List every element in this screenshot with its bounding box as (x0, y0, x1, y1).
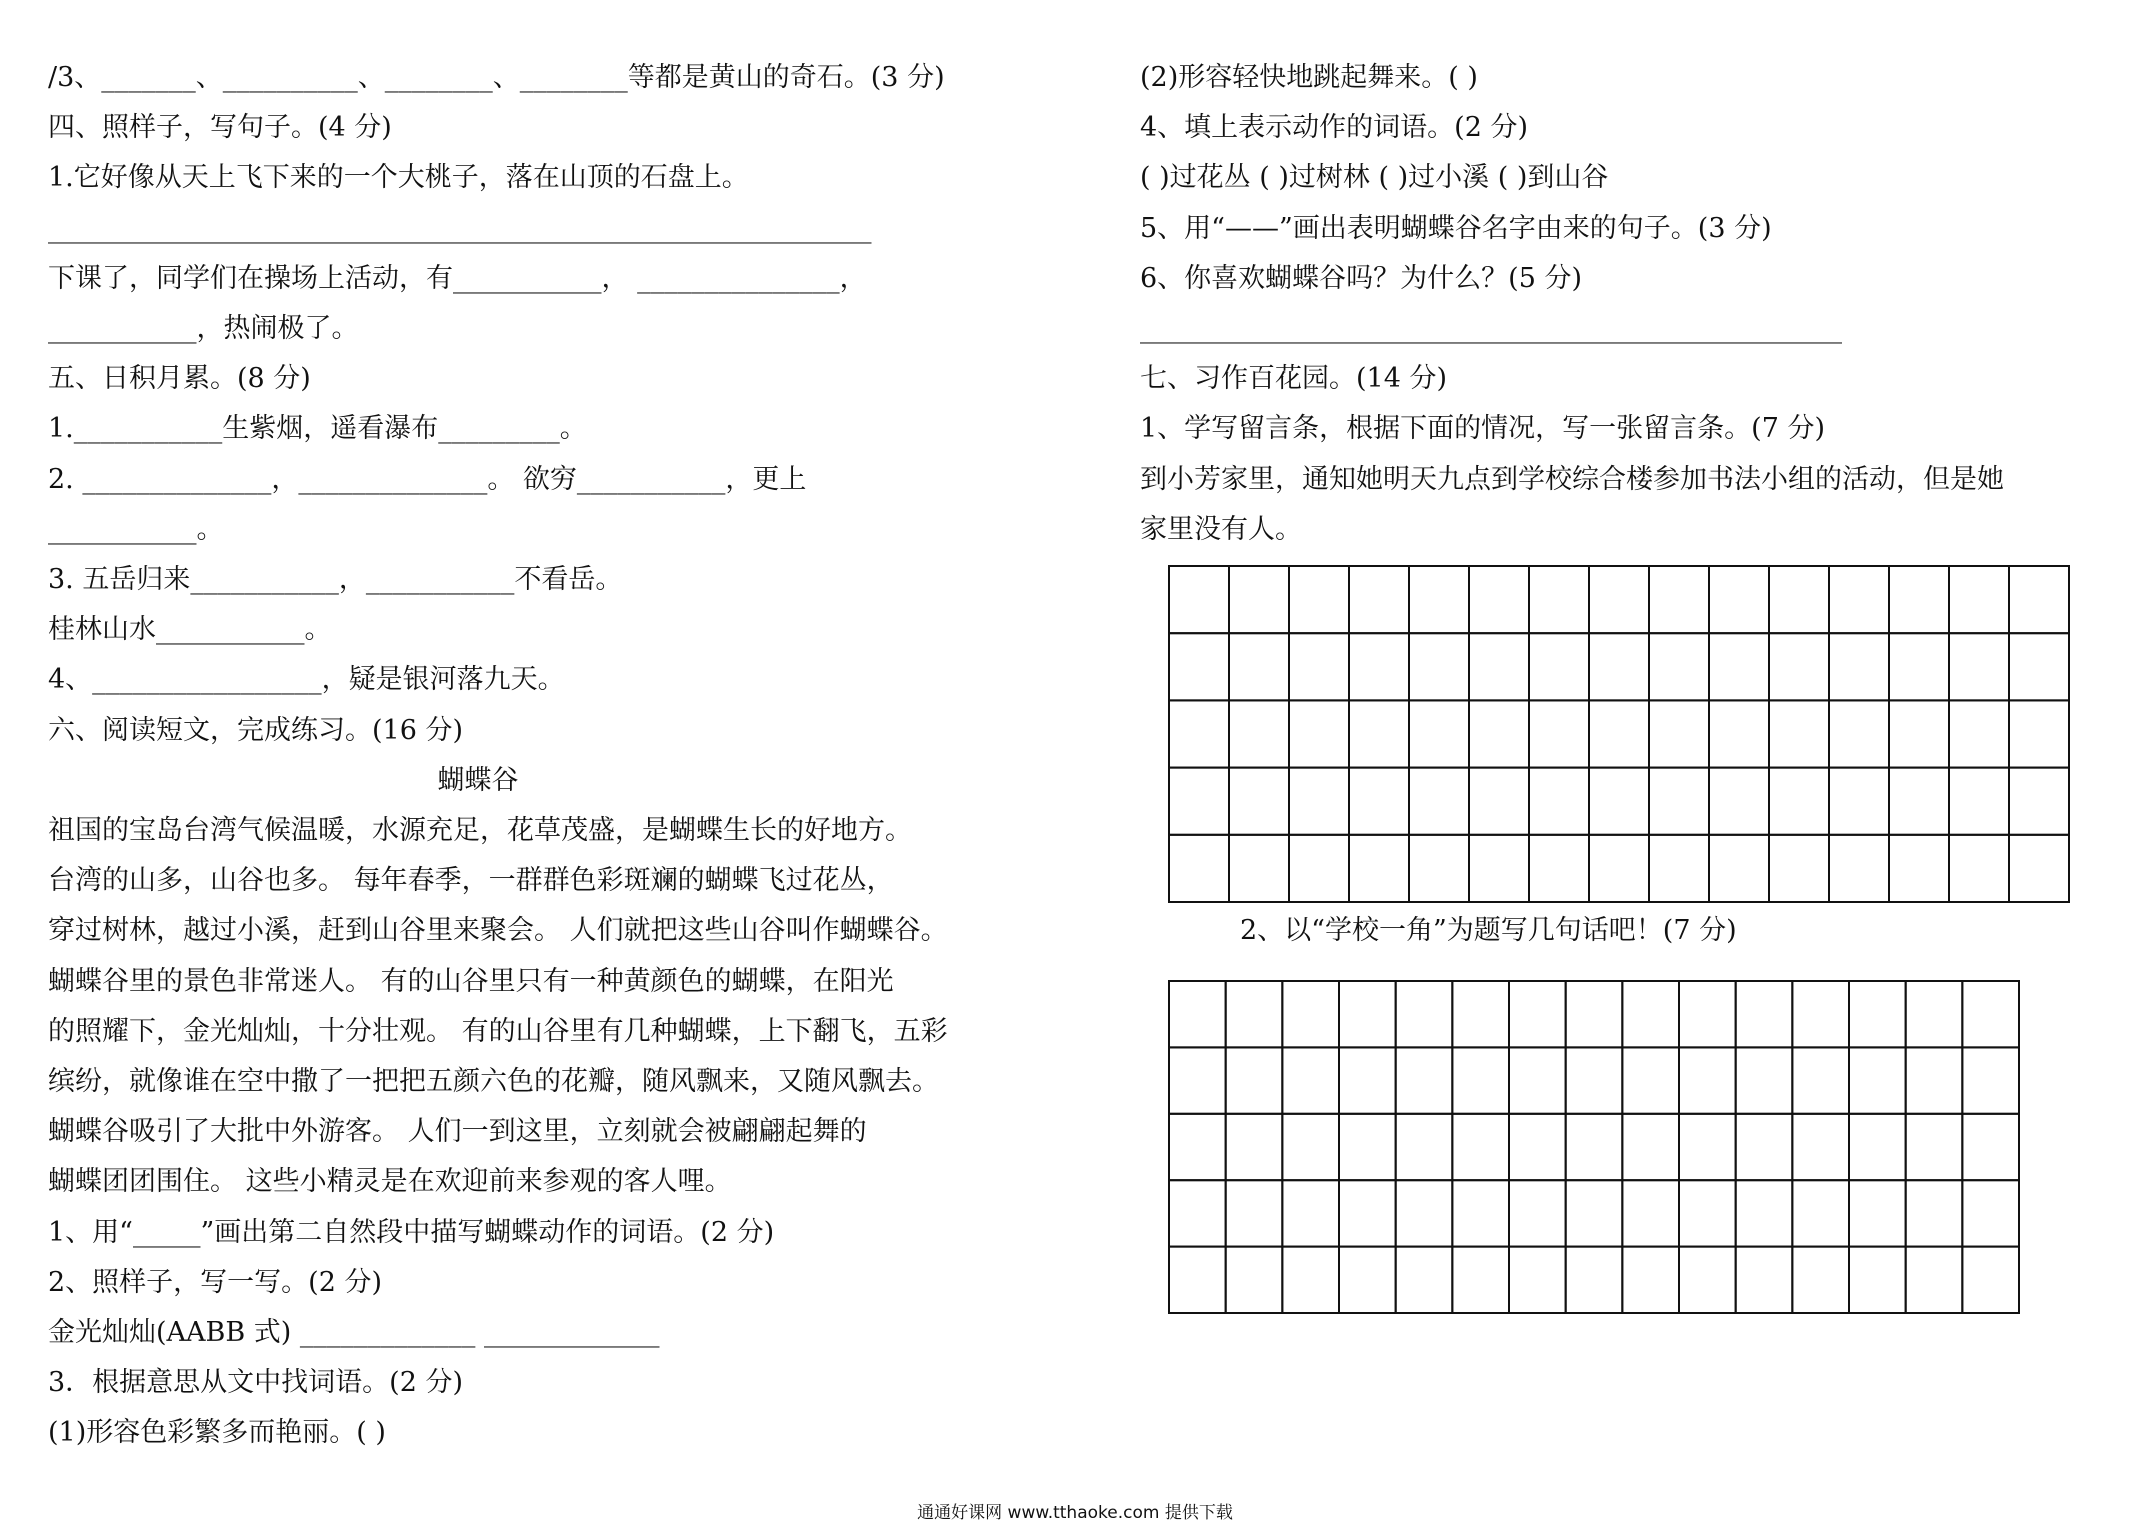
left-line-24: 2、照样子，写一写。(2 分) (48, 1266, 383, 1298)
grid-cell (1289, 768, 1349, 835)
left-line-27: (1)形容色彩繁多而艳丽。( ) (48, 1417, 386, 1449)
grid-cell (1589, 633, 1649, 700)
grid-cell (1736, 1114, 1793, 1180)
left-line-16: 台湾的山多，山谷也多。 每年春季，一群群色彩斑斓的蝴蝶飞过花丛， (48, 865, 894, 897)
left-line-14: 蝴蝶谷 (437, 764, 519, 796)
grid-cell (1282, 1114, 1339, 1180)
grid-cell (1469, 768, 1529, 835)
grid-cell (1452, 1247, 1509, 1313)
grid-cell (1509, 1180, 1566, 1246)
grid-cell (1679, 1247, 1736, 1313)
left-line-11: 桂林山水___________。 (48, 614, 332, 646)
grid-cell (1769, 633, 1829, 700)
grid-cell (2009, 835, 2069, 902)
grid-cell (1529, 768, 1589, 835)
left-line-12: 4、_________________，疑是银河落九天。 (48, 664, 565, 696)
grid-cell (1226, 1114, 1283, 1180)
grid-cell (1622, 981, 1679, 1047)
grid-cell (1349, 768, 1409, 835)
grid-cell (1889, 768, 1949, 835)
grid-cell (1849, 1247, 1906, 1313)
right-line-8: 到小芳家里，通知她明天九点到学校综合楼参加书法小组的活动，但是她 (1140, 464, 2004, 495)
grid-cell (1169, 981, 1226, 1047)
grid-cell (1509, 1247, 1566, 1313)
left-line-17: 穿过树林，越过小溪，赶到山谷里来聚会。 人们就把这些山谷叫作蝴蝶谷。 (48, 915, 948, 947)
grid-cell (1469, 633, 1529, 700)
grid-cell (1226, 1047, 1283, 1113)
grid-cell (1792, 1247, 1849, 1313)
grid-cell (1709, 768, 1769, 835)
left-line-2: 1.它好像从天上飞下来的一个大桃子，落在山顶的石盘上。 (48, 162, 749, 194)
grid-cell (1649, 633, 1709, 700)
grid-cell (1792, 1180, 1849, 1246)
grid-cell (1229, 700, 1289, 767)
grid-cell (1769, 835, 1829, 902)
right-line-1: 4、填上表示动作的词语。(2 分) (1140, 112, 1529, 144)
grid-cell (1289, 566, 1349, 633)
right-line-7: 1、学写留言条，根据下面的情况，写一张留言条。(7 分) (1140, 413, 1826, 445)
grid-cell (1169, 633, 1229, 700)
grid-cell (1889, 566, 1949, 633)
grid-cell (1589, 768, 1649, 835)
grid-cell (1349, 700, 1409, 767)
grid-cell (1229, 566, 1289, 633)
grid-cell (1906, 1180, 1963, 1246)
grid-cell (1509, 1114, 1566, 1180)
grid-cell (1289, 633, 1349, 700)
left-line-26: 3．根据意思从文中找词语。(2 分) (48, 1367, 464, 1399)
grid-cell (1649, 835, 1709, 902)
grid-cell (1736, 1247, 1793, 1313)
grid-cell (1169, 1247, 1226, 1313)
grid-cell (1769, 566, 1829, 633)
grid-cell (1906, 1047, 1963, 1113)
left-line-8: 2. ______________，______________。 欲穷___________，更上 (48, 463, 807, 495)
grid-cell (1906, 1247, 1963, 1313)
left-line-0: /3、_______、__________、________、________等都是黄山的奇石。(3 分) (48, 62, 945, 93)
grid-cell (1589, 700, 1649, 767)
grid-cell (1169, 566, 1229, 633)
grid-cell (1949, 835, 2009, 902)
grid-cell (1282, 1180, 1339, 1246)
grid-cell (1409, 768, 1469, 835)
grid-cell (1792, 1047, 1849, 1113)
left-line-3: _____________________________________________________________ (48, 212, 872, 244)
grid-cell (1679, 981, 1736, 1047)
grid-cell (1452, 1114, 1509, 1180)
writing-prompt-2: 2、以“学校一角”为题写几句话吧！(7 分) (1240, 915, 1737, 946)
grid-cell (1566, 1114, 1623, 1180)
left-line-19: 的照耀下，金光灿灿，十分壮观。 有的山谷里有几种蝴蝶，上下翻飞，五彩 (48, 1015, 948, 1047)
grid-cell (1962, 1247, 2019, 1313)
grid-cell (1849, 981, 1906, 1047)
grid-cell (1409, 700, 1469, 767)
grid-cell (1226, 1247, 1283, 1313)
grid-cell (1349, 566, 1409, 633)
left-line-23: 1、用“_____”画出第二自然段中描写蝴蝶动作的词语。(2 分) (48, 1216, 775, 1248)
right-line-9: 家里没有人。 (1140, 514, 1302, 545)
grid-cell (1452, 1180, 1509, 1246)
grid-cell (1949, 566, 2009, 633)
grid-cell (1889, 700, 1949, 767)
grid-cell (1339, 1247, 1396, 1313)
grid-cell (1469, 566, 1529, 633)
grid-cell (1949, 700, 2009, 767)
left-line-20: 缤纷，就像谁在空中撒了一把把五颜六色的花瓣，随风飘来，又随风飘去。 (48, 1066, 939, 1097)
grid-cell (1469, 700, 1529, 767)
grid-cell (1529, 700, 1589, 767)
grid-cell (1962, 1114, 2019, 1180)
grid-cell (1589, 835, 1649, 902)
grid-cell (1849, 1114, 1906, 1180)
grid-cell (1396, 1047, 1453, 1113)
grid-cell (1339, 981, 1396, 1047)
left-line-6: 五、日积月累。(8 分) (48, 363, 311, 395)
grid-cell (1679, 1114, 1736, 1180)
grid-cell (1829, 768, 1889, 835)
left-line-7: 1.___________生紫烟，遥看瀑布_________。 (48, 413, 587, 445)
grid-cell (1566, 1247, 1623, 1313)
grid-cell (1829, 566, 1889, 633)
grid-cell (1736, 1180, 1793, 1246)
grid-cell (1529, 835, 1589, 902)
grid-cell (1396, 1247, 1453, 1313)
grid-cell (1679, 1180, 1736, 1246)
grid-cell (1396, 981, 1453, 1047)
left-line-13: 六、阅读短文，完成练习。(16 分) (48, 714, 464, 746)
grid-cell (1849, 1047, 1906, 1113)
grid-cell (1566, 981, 1623, 1047)
left-line-22: 蝴蝶团团围住。 这些小精灵是在欢迎前来参观的客人哩。 (48, 1166, 732, 1198)
grid-cell (1649, 768, 1709, 835)
grid-cell (1509, 981, 1566, 1047)
grid-cell (1339, 1180, 1396, 1246)
grid-cell (1226, 981, 1283, 1047)
left-line-25: 金光灿灿(AABB 式) _____________ _____________ (48, 1317, 660, 1348)
grid-cell (1709, 835, 1769, 902)
grid-cell (1169, 1047, 1226, 1113)
grid-cell (2009, 768, 2069, 835)
left-line-5: ___________，热闹极了。 (48, 313, 359, 344)
left-line-1: 四、照样子，写句子。(4 分) (48, 112, 392, 144)
grid-cell (1829, 700, 1889, 767)
grid-cell (1589, 566, 1649, 633)
grid-cell (1769, 768, 1829, 835)
grid-cell (1289, 835, 1349, 902)
grid-cell (1169, 835, 1229, 902)
grid-cell (1709, 566, 1769, 633)
right-line-6: 七、习作百花园。(14 分) (1140, 363, 1448, 395)
right-line-2: ( )过花丛 ( )过树林 ( )过小溪 ( )到山谷 (1140, 162, 1609, 194)
grid-cell (1709, 700, 1769, 767)
left-line-10: 3. 五岳归来___________，___________不看岳。 (48, 564, 623, 595)
grid-cell (1396, 1114, 1453, 1180)
left-line-9: ___________。 (48, 513, 224, 545)
grid-cell (1339, 1114, 1396, 1180)
grid-cell (1736, 1047, 1793, 1113)
grid-cell (1709, 633, 1769, 700)
grid-cell (1736, 981, 1793, 1047)
grid-cell (1229, 835, 1289, 902)
writing-grid-1 (1168, 565, 2070, 903)
grid-cell (1622, 1114, 1679, 1180)
grid-cell (1169, 1114, 1226, 1180)
grid-cell (1889, 633, 1949, 700)
grid-cell (2009, 633, 2069, 700)
grid-cell (1529, 633, 1589, 700)
left-line-4: 下课了，同学们在操场上活动，有___________， _______________， (48, 262, 867, 294)
grid-cell (1282, 1047, 1339, 1113)
grid-cell (1906, 981, 1963, 1047)
grid-cell (1469, 835, 1529, 902)
footer-credit: 通通好课网 www.tthaoke.com 提供下载 (917, 1503, 1233, 1523)
grid-cell (1566, 1047, 1623, 1113)
grid-cell (1792, 981, 1849, 1047)
grid-cell (1169, 1180, 1226, 1246)
left-line-15: 祖国的宝岛台湾气候温暖，水源充足，花草茂盛，是蝴蝶生长的好地方。 (48, 815, 912, 846)
grid-cell (1962, 1047, 2019, 1113)
grid-cell (1829, 633, 1889, 700)
grid-cell (2009, 700, 2069, 767)
grid-cell (1906, 1114, 1963, 1180)
grid-cell (1409, 566, 1469, 633)
grid-cell (1792, 1114, 1849, 1180)
grid-cell (1962, 981, 2019, 1047)
grid-cell (1169, 700, 1229, 767)
right-line-5: ____________________________________________________ (1140, 313, 1842, 344)
grid-cell (1949, 633, 2009, 700)
grid-cell (1349, 835, 1409, 902)
grid-cell (1622, 1247, 1679, 1313)
grid-cell (1452, 981, 1509, 1047)
grid-cell (1229, 768, 1289, 835)
right-line-3: 5、用“——”画出表明蝴蝶谷名字由来的句子。(3 分) (1140, 212, 1772, 244)
grid-cell (1962, 1180, 2019, 1246)
grid-cell (1769, 700, 1829, 767)
grid-cell (1409, 835, 1469, 902)
right-line-0: (2)形容轻快地跳起舞来。( ) (1140, 62, 1478, 93)
grid-cell (1949, 768, 2009, 835)
grid-cell (1396, 1180, 1453, 1246)
left-line-18: 蝴蝶谷里的景色非常迷人。 有的山谷里只有一种黄颜色的蝴蝶，在阳光 (48, 965, 894, 997)
grid-cell (1679, 1047, 1736, 1113)
grid-cell (1282, 981, 1339, 1047)
right-line-4: 6、你喜欢蝴蝶谷吗？为什么？(5 分) (1140, 262, 1583, 294)
grid-cell (1889, 835, 1949, 902)
grid-cell (1226, 1180, 1283, 1246)
grid-cell (1622, 1180, 1679, 1246)
grid-cell (1649, 566, 1709, 633)
grid-cell (1409, 633, 1469, 700)
grid-cell (2009, 566, 2069, 633)
grid-cell (1349, 633, 1409, 700)
grid-cell (1849, 1180, 1906, 1246)
grid-cell (1452, 1047, 1509, 1113)
writing-grid-2 (1168, 980, 2020, 1314)
grid-cell (1509, 1047, 1566, 1113)
grid-cell (1649, 700, 1709, 767)
grid-cell (1229, 633, 1289, 700)
grid-cell (1622, 1047, 1679, 1113)
grid-cell (1566, 1180, 1623, 1246)
grid-cell (1529, 566, 1589, 633)
grid-cell (1829, 835, 1889, 902)
left-line-21: 蝴蝶谷吸引了大批中外游客。 人们一到这里，立刻就会被翩翩起舞的 (48, 1116, 867, 1148)
grid-cell (1169, 768, 1229, 835)
grid-cell (1282, 1247, 1339, 1313)
grid-cell (1289, 700, 1349, 767)
grid-cell (1339, 1047, 1396, 1113)
